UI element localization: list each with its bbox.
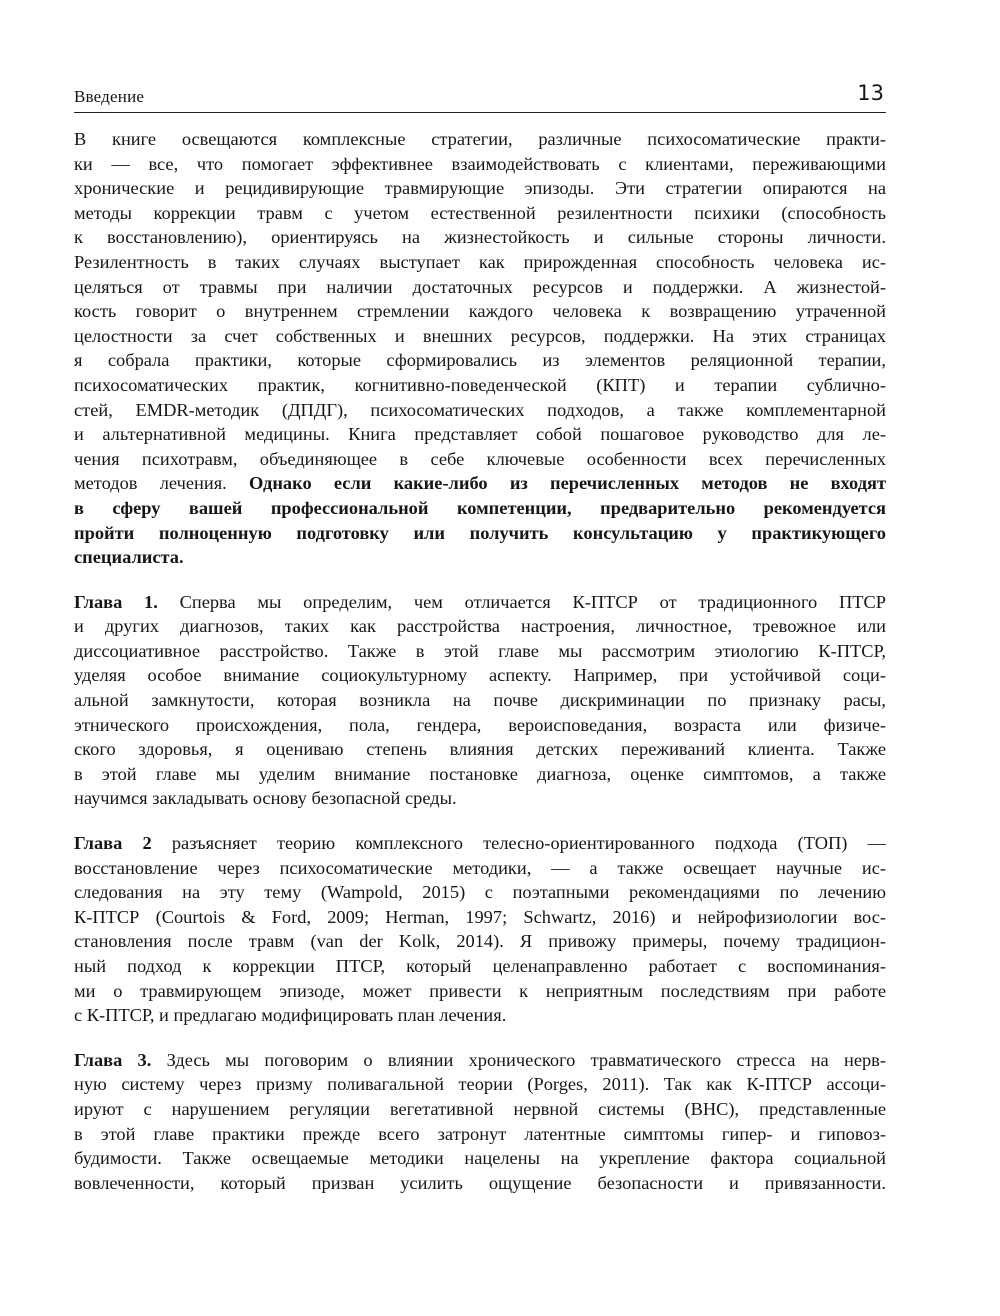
paragraph [74,1048,886,1196]
text-line [74,225,886,250]
bold-text: пройти полноценную подготовку или получить консультацию у практикующего [74,522,886,543]
bold-text: Глава 3. [74,1049,152,1070]
text-run: ный подход к коррекции ПТСР, который целенаправленно работает с воспоминания- [74,956,886,976]
text-line [74,275,886,300]
text-run: следования на эту тему (Wampold, 2015) с поэтапными рекомендациями по лечению [74,882,886,903]
text-run: будимости. Также освещаемые методики нацелены на укрепление фактора социальной [74,1148,886,1169]
text-run: ируют с нарушением регуляции вегетативной нервной системы (ВНС), представленные [74,1098,886,1119]
text-run: целяться от травмы при наличии достаточных ресурсов и поддержки. А жизнестой- [74,276,886,297]
text-run: разъясняет теорию комплексного телесно-ориентированного подхода (ТОП) — [151,833,887,854]
text-line [74,422,886,447]
body-text [74,127,886,1215]
text-line [74,152,886,177]
text-run: Здесь мы поговорим о влиянии хронического травматического стресса на нерв- [151,1049,886,1070]
paragraph [74,831,886,1028]
text-run: стей, EMDR-методик (ДПДГ), психосоматических подходов, а также комплементарной [74,399,886,420]
text-line [74,880,886,905]
text-line [74,663,886,688]
paragraph [74,590,886,811]
text-run: методов лечения. [74,473,249,494]
text-line [74,176,886,201]
text-line [74,471,886,496]
text-line [74,521,886,546]
text-run: ную систему через призму поливагальной теории (Porges, 2011). Так как К-ПТСР ассоци- [74,1074,886,1095]
text-line [74,1072,886,1097]
text-run: в этой главе практики прежде всего затронут латентные симптомы гипер- и гиповоз- [74,1123,886,1144]
text-line [74,905,886,930]
text-run: и альтернативной медицины. Книга представляет собой пошаговое руководство для ле- [74,424,886,445]
text-run: кость говорит о внутреннем стремлении каждого человека к возвращению утраченной [74,301,886,322]
text-run: ми о травмирующем эпизоде, может привести к неприятным последствиям при работе [74,980,886,1001]
text-run: альной замкнутости, которая возникла на почве дискриминации по признаку расы, [74,690,886,711]
text-run: ки — все, что помогает эффективнее взаимодействовать с клиентами, переживающими [74,153,886,174]
text-run: ского здоровья, я оцениваю степень влияния детских переживаний клиента. Также [74,739,886,760]
text-line [74,1122,886,1147]
text-line [74,688,886,713]
text-line [74,1171,886,1196]
text-line [74,324,886,349]
page-number: 13 [857,81,884,105]
text-run: этнического происхождения, пола, гендера, вероисповедания, возраста или физиче- [74,714,886,735]
text-line [74,1097,886,1122]
text-run: чения психотравм, объединяющее в себе ключевые особенности всех перечисленных [74,448,886,469]
text-run: уделяя особое внимание социокультурному аспекту. Например, при устойчивой соци- [74,665,886,686]
text-line [74,713,886,738]
text-line [74,786,886,811]
text-run: вовлеченности, который призван усилить ощущение безопасности и привязанности. [74,1172,886,1193]
text-run: в этой главе мы уделим внимание постановке диагноза, оценке симптомов, а также [74,763,886,784]
paragraph [74,127,886,570]
text-line [74,979,886,1004]
text-line [74,639,886,664]
text-line [74,348,886,373]
text-line [74,954,886,979]
text-line [74,762,886,787]
text-run: становления после травм (van der Kolk, 2014). Я привожу примеры, почему традицион- [74,931,886,952]
text-run: психосоматических практик, когнитивно-поведенческой (КПТ) и терапии субличнo- [74,374,886,395]
text-line [74,1146,886,1171]
text-run: восстановление через психосоматические методики, — а также освещает научные ис- [74,857,886,878]
text-line [74,737,886,762]
bold-text: Однако если какие-либо из перечисленных методов не входят [248,473,886,494]
text-run: целостности за счет собственных и внешних ресурсов, поддержки. На этих страницах [74,325,886,346]
text-run: научимся закладывать основу безопасной среды. [74,788,457,809]
text-line [74,614,886,639]
bold-text: в сферу вашей профессиональной компетенции, предварительно рекомендуется [74,497,886,518]
text-line [74,1048,886,1073]
text-line [74,1003,886,1028]
text-line [74,496,886,521]
text-line [74,545,886,570]
text-run: я собрала практики, которые сформировались из элементов реляционной терапии, [74,350,886,371]
bold-text: специалиста. [74,547,184,568]
text-run: диссоциативное расстройство. Также в этой главе мы рассмотрим этиологию К-ПТСР, [74,640,886,661]
text-run: к восстановлению), ориентируясь на жизнестойкость и сильные стороны личности. [74,227,886,248]
text-line [74,447,886,472]
bold-text: Глава 2 [74,833,152,854]
text-line [74,250,886,275]
text-run: Резилентность в таких случаях выступает как прирожденная способность человека ис- [74,251,886,272]
text-run: методы коррекции травм с учетом естественной резилентности психики (способность [74,202,886,223]
text-line [74,127,886,152]
bold-text: Глава 1. [74,591,158,612]
text-line [74,856,886,881]
text-line [74,373,886,398]
text-run: и других диагнозов, таких как расстройства настроения, личностное, тревожное или [74,616,886,637]
text-run: В книге освещаются комплексные стратегии, различные психосоматические практи- [74,129,886,149]
text-run: К-ПТСР (Courtois & Ford, 2009; Herman, 1997; Schwartz, 2016) и нейрофизиологии вос- [74,906,886,927]
running-title: Введение [74,87,145,106]
text-run: хронические и рецидивирующие травмирующие эпизоды. Эти стратегии опираются на [74,178,886,199]
text-line [74,831,886,856]
text-line [74,299,886,324]
text-line [74,590,886,615]
text-line [74,929,886,954]
text-run: Сперва мы определим, чем отличается К-ПТСР от традиционного ПТСР [157,591,887,612]
text-run: с К-ПТСР, и предлагаю модифицировать план лечения. [74,1005,507,1026]
running-header [74,78,886,113]
text-line [74,201,886,226]
text-line [74,398,886,423]
